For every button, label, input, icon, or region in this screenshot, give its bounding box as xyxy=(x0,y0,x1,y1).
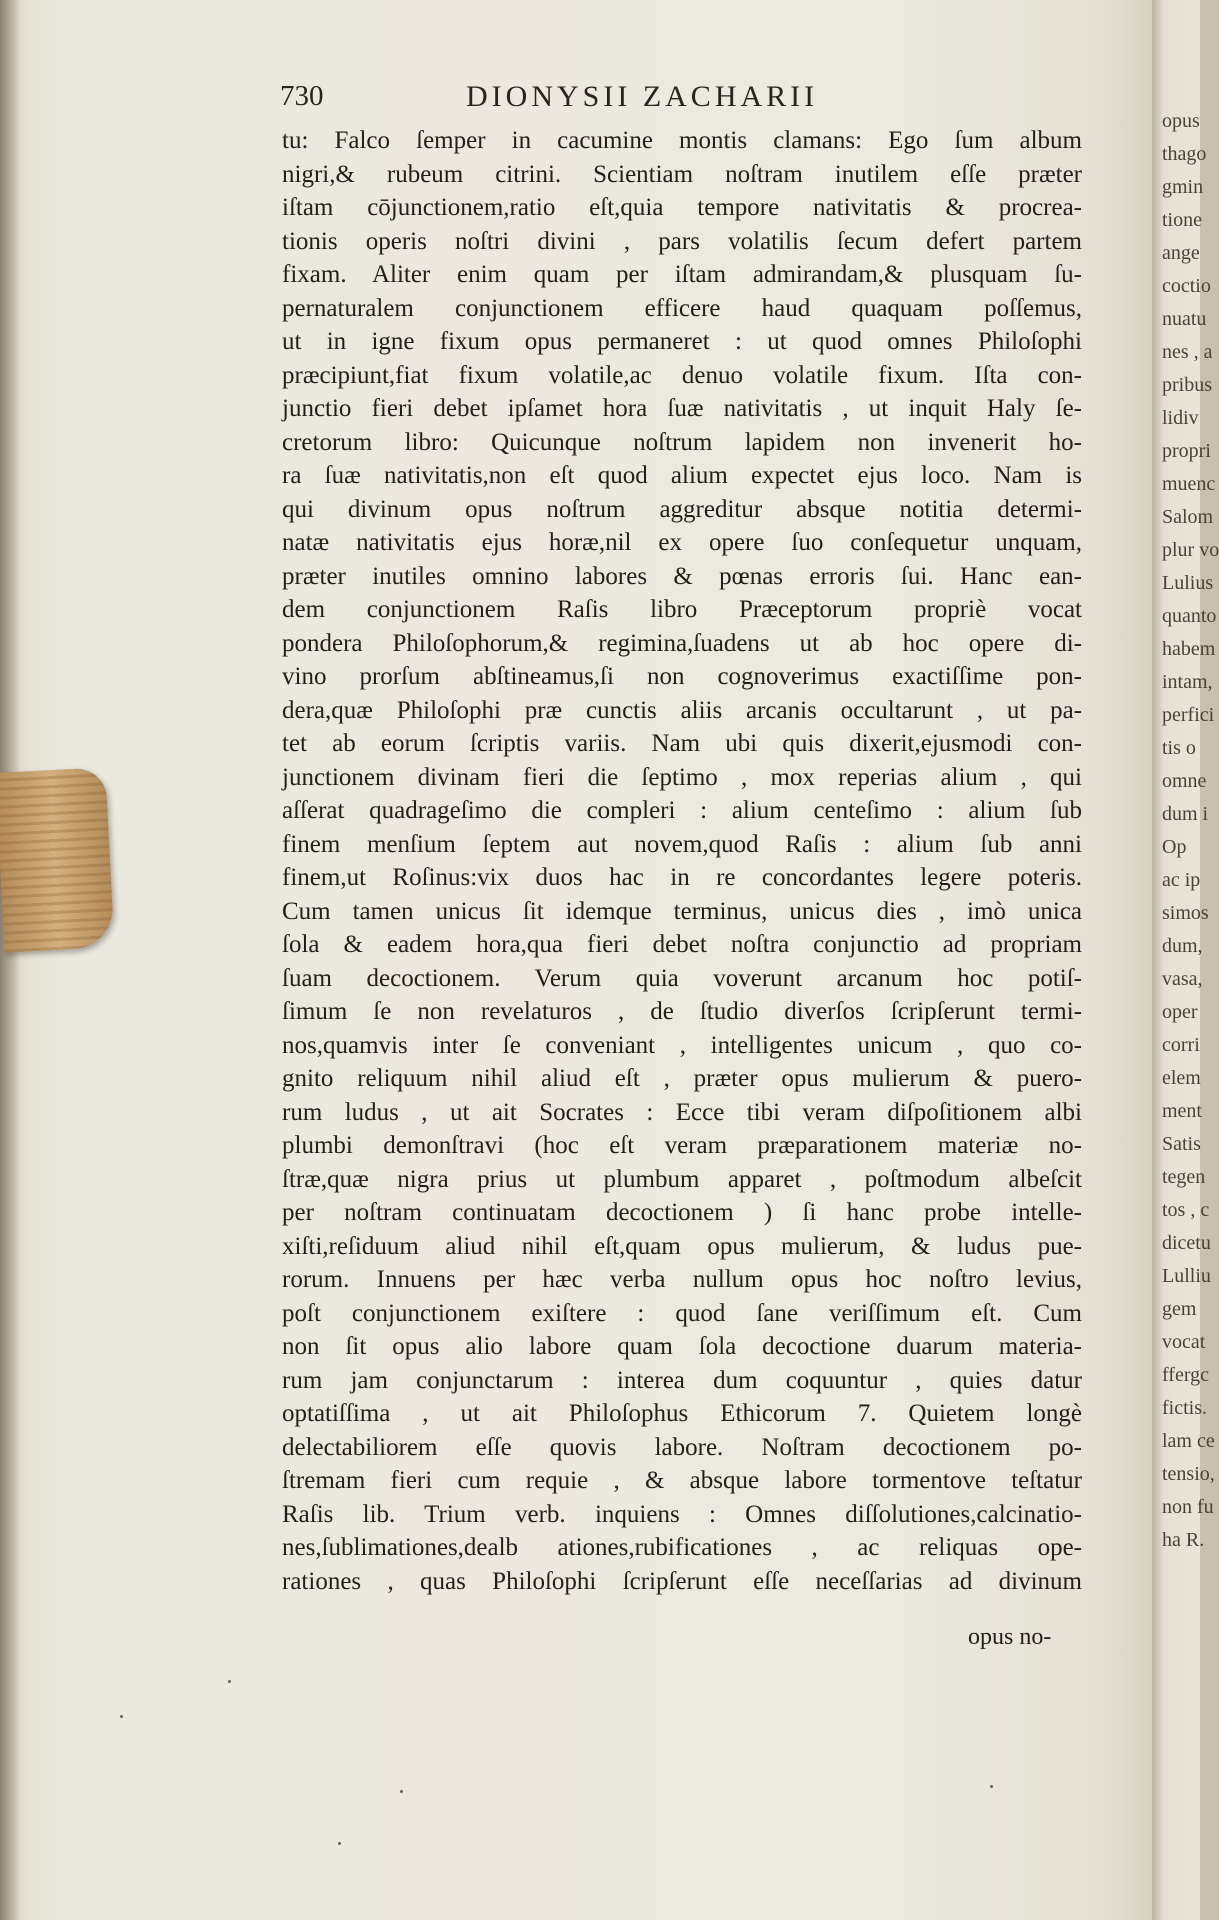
text-line: præter inutiles omnino labores & pœnas erroris ſui. Hanc ean- xyxy=(282,562,1082,590)
text-line: dera,quæ Philoſophi præ cunctis aliis arcanis occultarunt , ut pa- xyxy=(282,696,1082,724)
facing-page-fragment: Satis xyxy=(1162,1133,1201,1155)
text-line: ut in igne fixum opus permaneret : ut quod omnes Philoſophi xyxy=(282,328,1082,355)
facing-page-fragment: vasa, xyxy=(1162,968,1203,990)
text-line: finem,ut Roſinus:vix duos hac in re concordantes legere poteris. xyxy=(282,864,1082,891)
text-line: per noſtram continuatam decoctionem ) ſi hanc probe intelle- xyxy=(282,1199,1082,1226)
text-line: vino prorſum abſtineamus,ſi non cognoverimus exactiſſime pon- xyxy=(282,663,1082,690)
facing-page-fragment: lidiv xyxy=(1162,407,1199,429)
facing-page-fragment: oper xyxy=(1162,1001,1198,1023)
facing-page-fragment: habem xyxy=(1162,638,1216,660)
facing-page-fragment: nes , a xyxy=(1162,341,1213,363)
text-line: aſſerat quadrageſimo die compleri : alium centeſimo : alium ſub xyxy=(282,797,1082,824)
text-line: optatiſſima , ut ait Philoſophus Ethicorum 7. Quietem longè xyxy=(282,1400,1082,1427)
text-line: tu: Falco ſemper in cacumine montis clamans: Ego ſum album xyxy=(282,127,1082,154)
facing-page-fragment: non fu xyxy=(1162,1496,1214,1518)
facing-page-fragment: plur vo xyxy=(1162,539,1219,561)
paper-speck xyxy=(990,1785,993,1788)
facing-page-fragment: gmin xyxy=(1162,176,1204,198)
text-line: nigri,& rubeum citrini. Scientiam noſtram inutilem eſſe præter xyxy=(282,160,1082,188)
facing-page-fragment: Op xyxy=(1162,836,1187,858)
text-line: præcipiunt,fiat fixum volatile,ac denuo volatile fixum. Iſta con- xyxy=(282,361,1082,389)
facing-page-fragment: tione xyxy=(1162,209,1202,231)
facing-page-fragment: tegen xyxy=(1162,1166,1206,1188)
facing-page-fragment: dicetu xyxy=(1162,1232,1211,1254)
page-header xyxy=(280,80,1152,120)
facing-page-fragment: ange xyxy=(1162,242,1200,264)
facing-page-fragment: simos xyxy=(1162,902,1209,924)
body-text xyxy=(282,124,1082,1598)
text-line: tet ab eorum ſcriptis variis. Nam ubi quis dixerit,ejusmodi con- xyxy=(282,730,1082,757)
text-line: gnito reliquum nihil aliud eſt , præter opus mulierum & puero- xyxy=(282,1065,1082,1092)
facing-page-fragment: pribus xyxy=(1162,374,1212,396)
text-line: natæ nativitatis ejus horæ,nil ex opere ſuo conſequetur unquam, xyxy=(282,529,1082,556)
paper-speck xyxy=(120,1715,123,1718)
text-line: junctionem divinam fieri die ſeptimo , mox reperias alium , qui xyxy=(282,763,1082,791)
text-line: rorum. Innuens per hæc verba nullum opus hoc noſtro levius, xyxy=(282,1266,1082,1293)
text-line: nos,quamvis inter ſe conveniant , intelligentes unicum , quo co- xyxy=(282,1031,1082,1059)
facing-page-fragment: thago xyxy=(1162,143,1207,165)
text-line: pondera Philoſophorum,& regimina,ſuadens ut ab hoc opere di- xyxy=(282,629,1082,657)
facing-page-fragment: ment xyxy=(1162,1100,1202,1122)
facing-page-fragment: tos , c xyxy=(1162,1199,1210,1221)
text-line: nes,ſublimationes,dealb ationes,rubificationes , ac reliquas ope- xyxy=(282,1534,1082,1561)
text-line: tionis operis noſtri divini , pars volatilis ſecum defert partem xyxy=(282,227,1082,255)
facing-page-fragment: dum i xyxy=(1162,803,1209,825)
facing-page-fragment: opus xyxy=(1162,110,1200,132)
facing-page-fragment: tensio, xyxy=(1162,1463,1215,1485)
facing-page-fragment: propri xyxy=(1162,440,1211,462)
paper-speck xyxy=(338,1842,341,1845)
facing-page-fragment: Salom xyxy=(1162,506,1214,528)
text-line: ſtremam fieri cum requie , & absque labore tormentove teſtatur xyxy=(282,1467,1082,1494)
text-line: rationes , quas Philoſophi ſcripſerunt eſſe neceſſarias ad divinum xyxy=(282,1567,1082,1595)
running-title: DIONYSII ZACHARII xyxy=(466,80,819,113)
facing-page-fragment: intam, xyxy=(1162,671,1213,693)
gutter-shadow xyxy=(0,0,20,1920)
facing-page-fragment: ha R. xyxy=(1162,1529,1205,1551)
facing-page-fragment: vocat xyxy=(1162,1331,1206,1353)
facing-page-fragment: coctio xyxy=(1162,275,1211,297)
facing-page-fragment: muenc xyxy=(1162,473,1216,495)
paper-speck xyxy=(400,1790,403,1793)
facing-page-fragment: ac ip xyxy=(1162,869,1201,891)
facing-page-fragment: corri xyxy=(1162,1034,1200,1056)
text-line: non ſit opus alio labore quam ſola decoctione duarum materia- xyxy=(282,1333,1082,1360)
facing-page-fragment: fictis. xyxy=(1162,1397,1207,1419)
text-line: plumbi demonſtravi (hoc eſt veram præparationem materiæ no- xyxy=(282,1132,1082,1159)
facing-page-fragment: nuatu xyxy=(1162,308,1207,330)
page-number: 730 xyxy=(280,80,324,112)
text-line: poſt conjunctionem exiſtere : quod ſane veriſſimum eſt. Cum xyxy=(282,1299,1082,1327)
text-line: finem menſium ſeptem aut novem,quod Raſis : alium ſub anni xyxy=(282,830,1082,858)
facing-page-fragment: quanto xyxy=(1162,605,1217,627)
facing-page-fragment: dum, xyxy=(1162,935,1203,957)
text-line: junctio fieri debet ipſamet hora ſuæ nativitatis , ut inquit Haly ſe- xyxy=(282,395,1082,422)
facing-page-edge xyxy=(1152,0,1219,1920)
text-line: dem conjunctionem Raſis libro Præceptorum propriè vocat xyxy=(282,596,1082,623)
text-line: rum jam conjunctarum : interea dum coquuntur , quies datur xyxy=(282,1366,1082,1394)
facing-page-fragment: tis o xyxy=(1162,737,1196,759)
text-line: ra ſuæ nativitatis,non eſt quod alium expectet ejus loco. Nam is xyxy=(282,462,1082,489)
text-line: Cum tamen unicus ſit idemque terminus, unicus dies , imò unica xyxy=(282,897,1082,925)
bookmark-strip xyxy=(0,767,115,953)
facing-page-fragment: gem xyxy=(1162,1298,1197,1320)
facing-page-fragment: ffergc xyxy=(1162,1364,1210,1386)
text-line: cretorum libro: Quicunque noſtrum lapidem non invenerit ho- xyxy=(282,428,1082,456)
text-line: delectabiliorem eſſe quovis labore. Noſtram decoctionem po- xyxy=(282,1433,1082,1461)
text-line: pernaturalem conjunctionem efficere haud quaquam poſſemus, xyxy=(282,294,1082,322)
text-line: ſimum ſe non revelaturos , de ſtudio diverſos ſcripſerunt termi- xyxy=(282,998,1082,1025)
paper-speck xyxy=(228,1680,231,1683)
text-line: fixam. Aliter enim quam per iſtam admirandam,& plusquam ſu- xyxy=(282,261,1082,288)
text-line: ſtræ,quæ nigra prius ut plumbum apparet , poſtmodum albeſcit xyxy=(282,1165,1082,1193)
text-line: qui divinum opus noſtrum aggreditur absque notitia determi- xyxy=(282,495,1082,523)
catchword: opus no- xyxy=(968,1624,1052,1650)
facing-page-fragment: Lulius xyxy=(1162,572,1214,594)
text-line: ſuam decoctionem. Verum quia voverunt arcanum hoc potiſ- xyxy=(282,964,1082,992)
text-line: xiſti,reſiduum aliud nihil eſt,quam opus mulierum, & ludus pue- xyxy=(282,1232,1082,1260)
text-line: iſtam cōjunctionem,ratio eſt,quia tempore nativitatis & procrea- xyxy=(282,194,1082,221)
facing-page-fragment: Lulliu xyxy=(1162,1265,1211,1287)
facing-page-fragment: lam ce xyxy=(1162,1430,1215,1452)
text-line: rum ludus , ut ait Socrates : Ecce tibi veram diſpoſitionem albi xyxy=(282,1098,1082,1126)
text-line: ſola & eadem hora,qua fieri debet noſtra conjunctio ad propriam xyxy=(282,931,1082,958)
text-line: Raſis lib. Trium verb. inquiens : Omnes diſſolutiones,calcinatio- xyxy=(282,1500,1082,1528)
facing-page-fragment: omne xyxy=(1162,770,1207,792)
facing-page-fragment: perfici xyxy=(1162,704,1215,726)
facing-page-fragment: elem xyxy=(1162,1067,1201,1089)
